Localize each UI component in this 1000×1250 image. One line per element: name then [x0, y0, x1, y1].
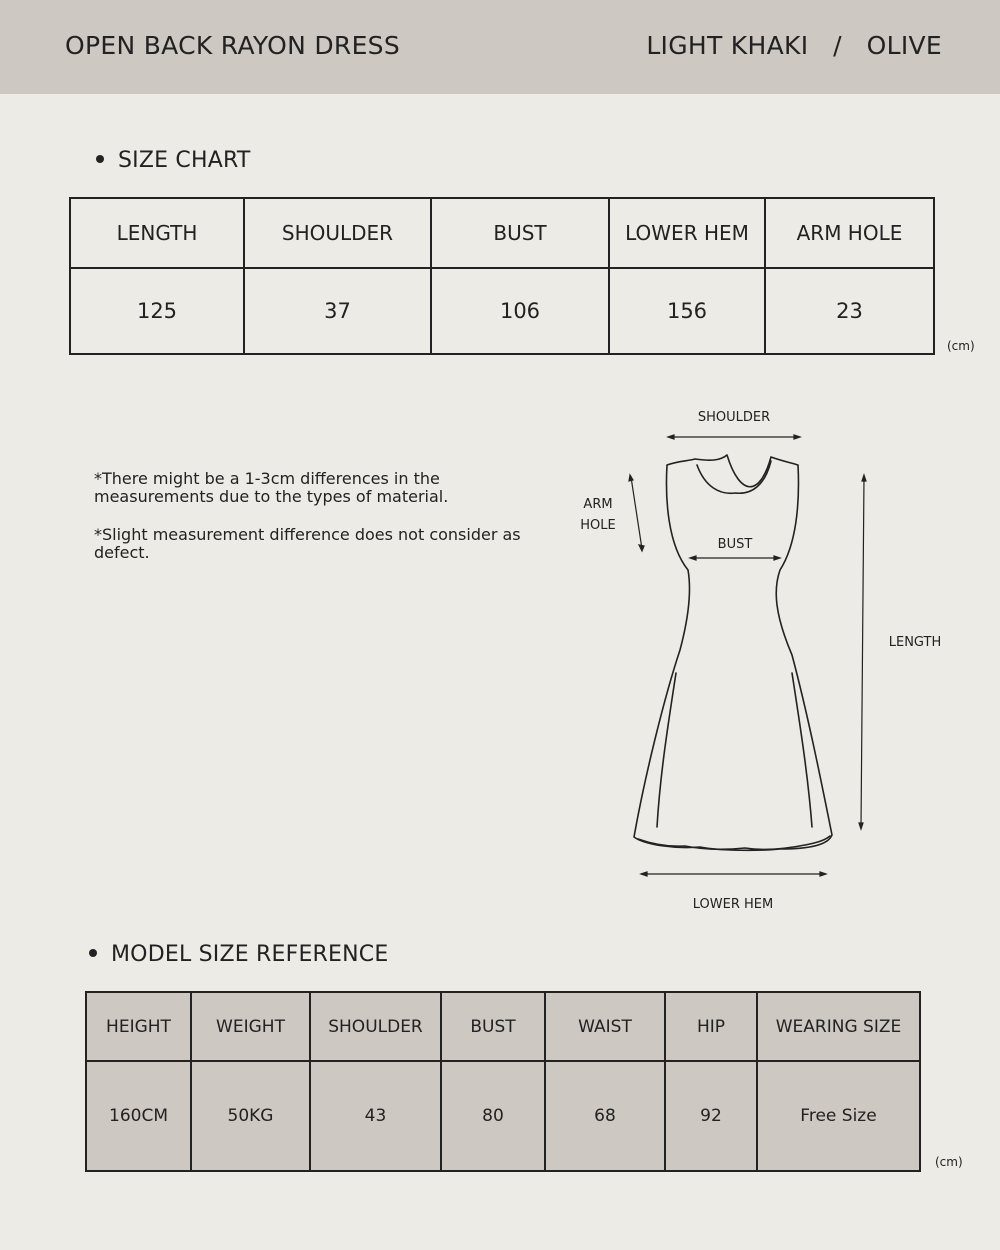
header-bust: BUST — [431, 198, 609, 268]
value-bust: 106 — [431, 268, 609, 354]
value-bust: 80 — [441, 1061, 545, 1171]
header-shoulder: SHOULDER — [310, 992, 441, 1061]
value-length: 125 — [70, 268, 244, 354]
size-chart-title — [96, 148, 251, 173]
header-lower-hem: LOWER HEM — [609, 198, 765, 268]
header-bar — [0, 0, 1000, 94]
value-weight: 50KG — [191, 1061, 310, 1171]
header-bust: BUST — [441, 992, 545, 1061]
size-chart-value-row — [70, 268, 934, 354]
model-size-unit: (cm) — [935, 1155, 963, 1169]
value-hip: 92 — [665, 1061, 757, 1171]
header-arm-hole: ARM HOLE — [765, 198, 934, 268]
label-bust: BUST — [717, 537, 753, 552]
model-size-title-text: MODEL SIZE REFERENCE — [111, 942, 389, 967]
label-arm-hole-line1: ARM — [583, 497, 613, 512]
color-separator: / — [833, 31, 842, 60]
bullet-icon — [96, 155, 104, 163]
label-arm-hole-line2: HOLE — [580, 518, 616, 533]
dress-outline-icon — [560, 395, 980, 925]
note-defect: *Slight measurement difference does not consider as defect. — [94, 525, 521, 562]
header-weight: WEIGHT — [191, 992, 310, 1061]
color-option-2: OLIVE — [866, 31, 942, 60]
size-chart-table — [69, 197, 935, 355]
value-shoulder: 37 — [244, 268, 431, 354]
model-size-table — [85, 991, 921, 1172]
color-option-1: LIGHT KHAKI — [646, 31, 809, 60]
header-length: LENGTH — [70, 198, 244, 268]
header-shoulder: SHOULDER — [244, 198, 431, 268]
header-wearing-size: WEARING SIZE — [757, 992, 920, 1061]
model-size-title — [89, 942, 388, 967]
value-wearing-size: Free Size — [757, 1061, 920, 1171]
header-waist: WAIST — [545, 992, 665, 1061]
label-shoulder: SHOULDER — [697, 410, 771, 425]
bullet-icon — [89, 949, 97, 957]
value-arm-hole: 23 — [765, 268, 934, 354]
header-hip: HIP — [665, 992, 757, 1061]
product-title: OPEN BACK RAYON DRESS — [65, 31, 401, 60]
note-material: *There might be a 1-3cm differences in the measurements due to the types of material. — [94, 469, 449, 506]
size-chart-header-row — [70, 198, 934, 268]
label-length: LENGTH — [888, 635, 942, 650]
label-arm-hole — [570, 494, 626, 536]
label-lower-hem: LOWER HEM — [692, 897, 774, 912]
value-shoulder: 43 — [310, 1061, 441, 1171]
color-options — [646, 31, 942, 60]
dress-diagram — [560, 395, 980, 925]
size-chart-title-text: SIZE CHART — [118, 148, 251, 173]
value-lower-hem: 156 — [609, 268, 765, 354]
header-height: HEIGHT — [86, 992, 191, 1061]
value-waist: 68 — [545, 1061, 665, 1171]
model-size-value-row — [86, 1061, 920, 1171]
size-chart-unit: (cm) — [947, 339, 975, 353]
value-height: 160CM — [86, 1061, 191, 1171]
model-size-header-row — [86, 992, 920, 1061]
